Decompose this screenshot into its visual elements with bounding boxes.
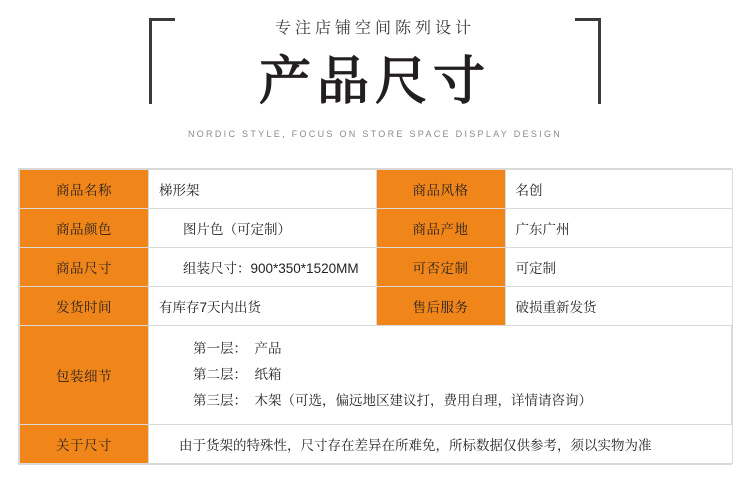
page-title: 产品尺寸: [258, 53, 491, 111]
row-value-product-name: 梯形架: [149, 170, 377, 209]
table-row: [20, 209, 733, 248]
row-value-customizable: 可定制: [505, 248, 733, 287]
table-row: [20, 170, 733, 209]
row-label-customizable: 可否定制: [376, 248, 505, 287]
header-subtitle-top: 专注店铺空间陈列设计: [274, 20, 475, 37]
page-header: [0, 0, 750, 168]
row-label-product-origin: 商品产地: [376, 209, 505, 248]
row-label-about-size: 关于尺寸: [20, 425, 149, 464]
row-label-packaging: 包装细节: [20, 326, 149, 425]
row-label-after-sales: 售后服务: [376, 287, 505, 326]
row-label-shipping-time: 发货时间: [20, 287, 149, 326]
row-label-product-name: 商品名称: [20, 170, 149, 209]
packaging-line-3: 第三层： 木架（可选，偏远地区建议打，费用自理，详情请咨询）: [193, 393, 593, 408]
row-value-packaging: [149, 326, 733, 425]
table-row-about-size: [20, 425, 733, 464]
row-value-shipping-time: 有库存7天内出货: [149, 287, 377, 326]
row-value-about-size: 由于货架的特殊性，尺寸存在差异在所难免，所标数据仅供参考，须以实物为准: [149, 425, 733, 464]
row-label-product-size: 商品尺寸: [20, 248, 149, 287]
row-value-product-origin: 广东广州: [505, 209, 733, 248]
spec-table: [19, 169, 733, 464]
row-value-after-sales: 破损重新发货: [505, 287, 733, 326]
packaging-line-2: 第二层： 纸箱: [193, 367, 282, 382]
row-value-product-size: 组装尺寸：900*350*1520MM: [149, 248, 377, 287]
header-subtitle-bottom: NORDIC STYLE, FOCUS ON STORE SPACE DISPLAY DESIGN: [187, 129, 563, 139]
packaging-line-1: 第一层： 产品: [193, 341, 282, 356]
table-row-packaging: [20, 326, 733, 425]
row-value-product-color: 图片色（可定制）: [149, 209, 377, 248]
row-label-product-color: 商品颜色: [20, 209, 149, 248]
table-row: [20, 248, 733, 287]
row-label-product-style: 商品风格: [376, 170, 505, 209]
row-value-product-style: 名创: [505, 170, 733, 209]
spec-table-wrapper: [18, 168, 732, 465]
header-text-group: [165, 16, 585, 140]
table-row: [20, 287, 733, 326]
